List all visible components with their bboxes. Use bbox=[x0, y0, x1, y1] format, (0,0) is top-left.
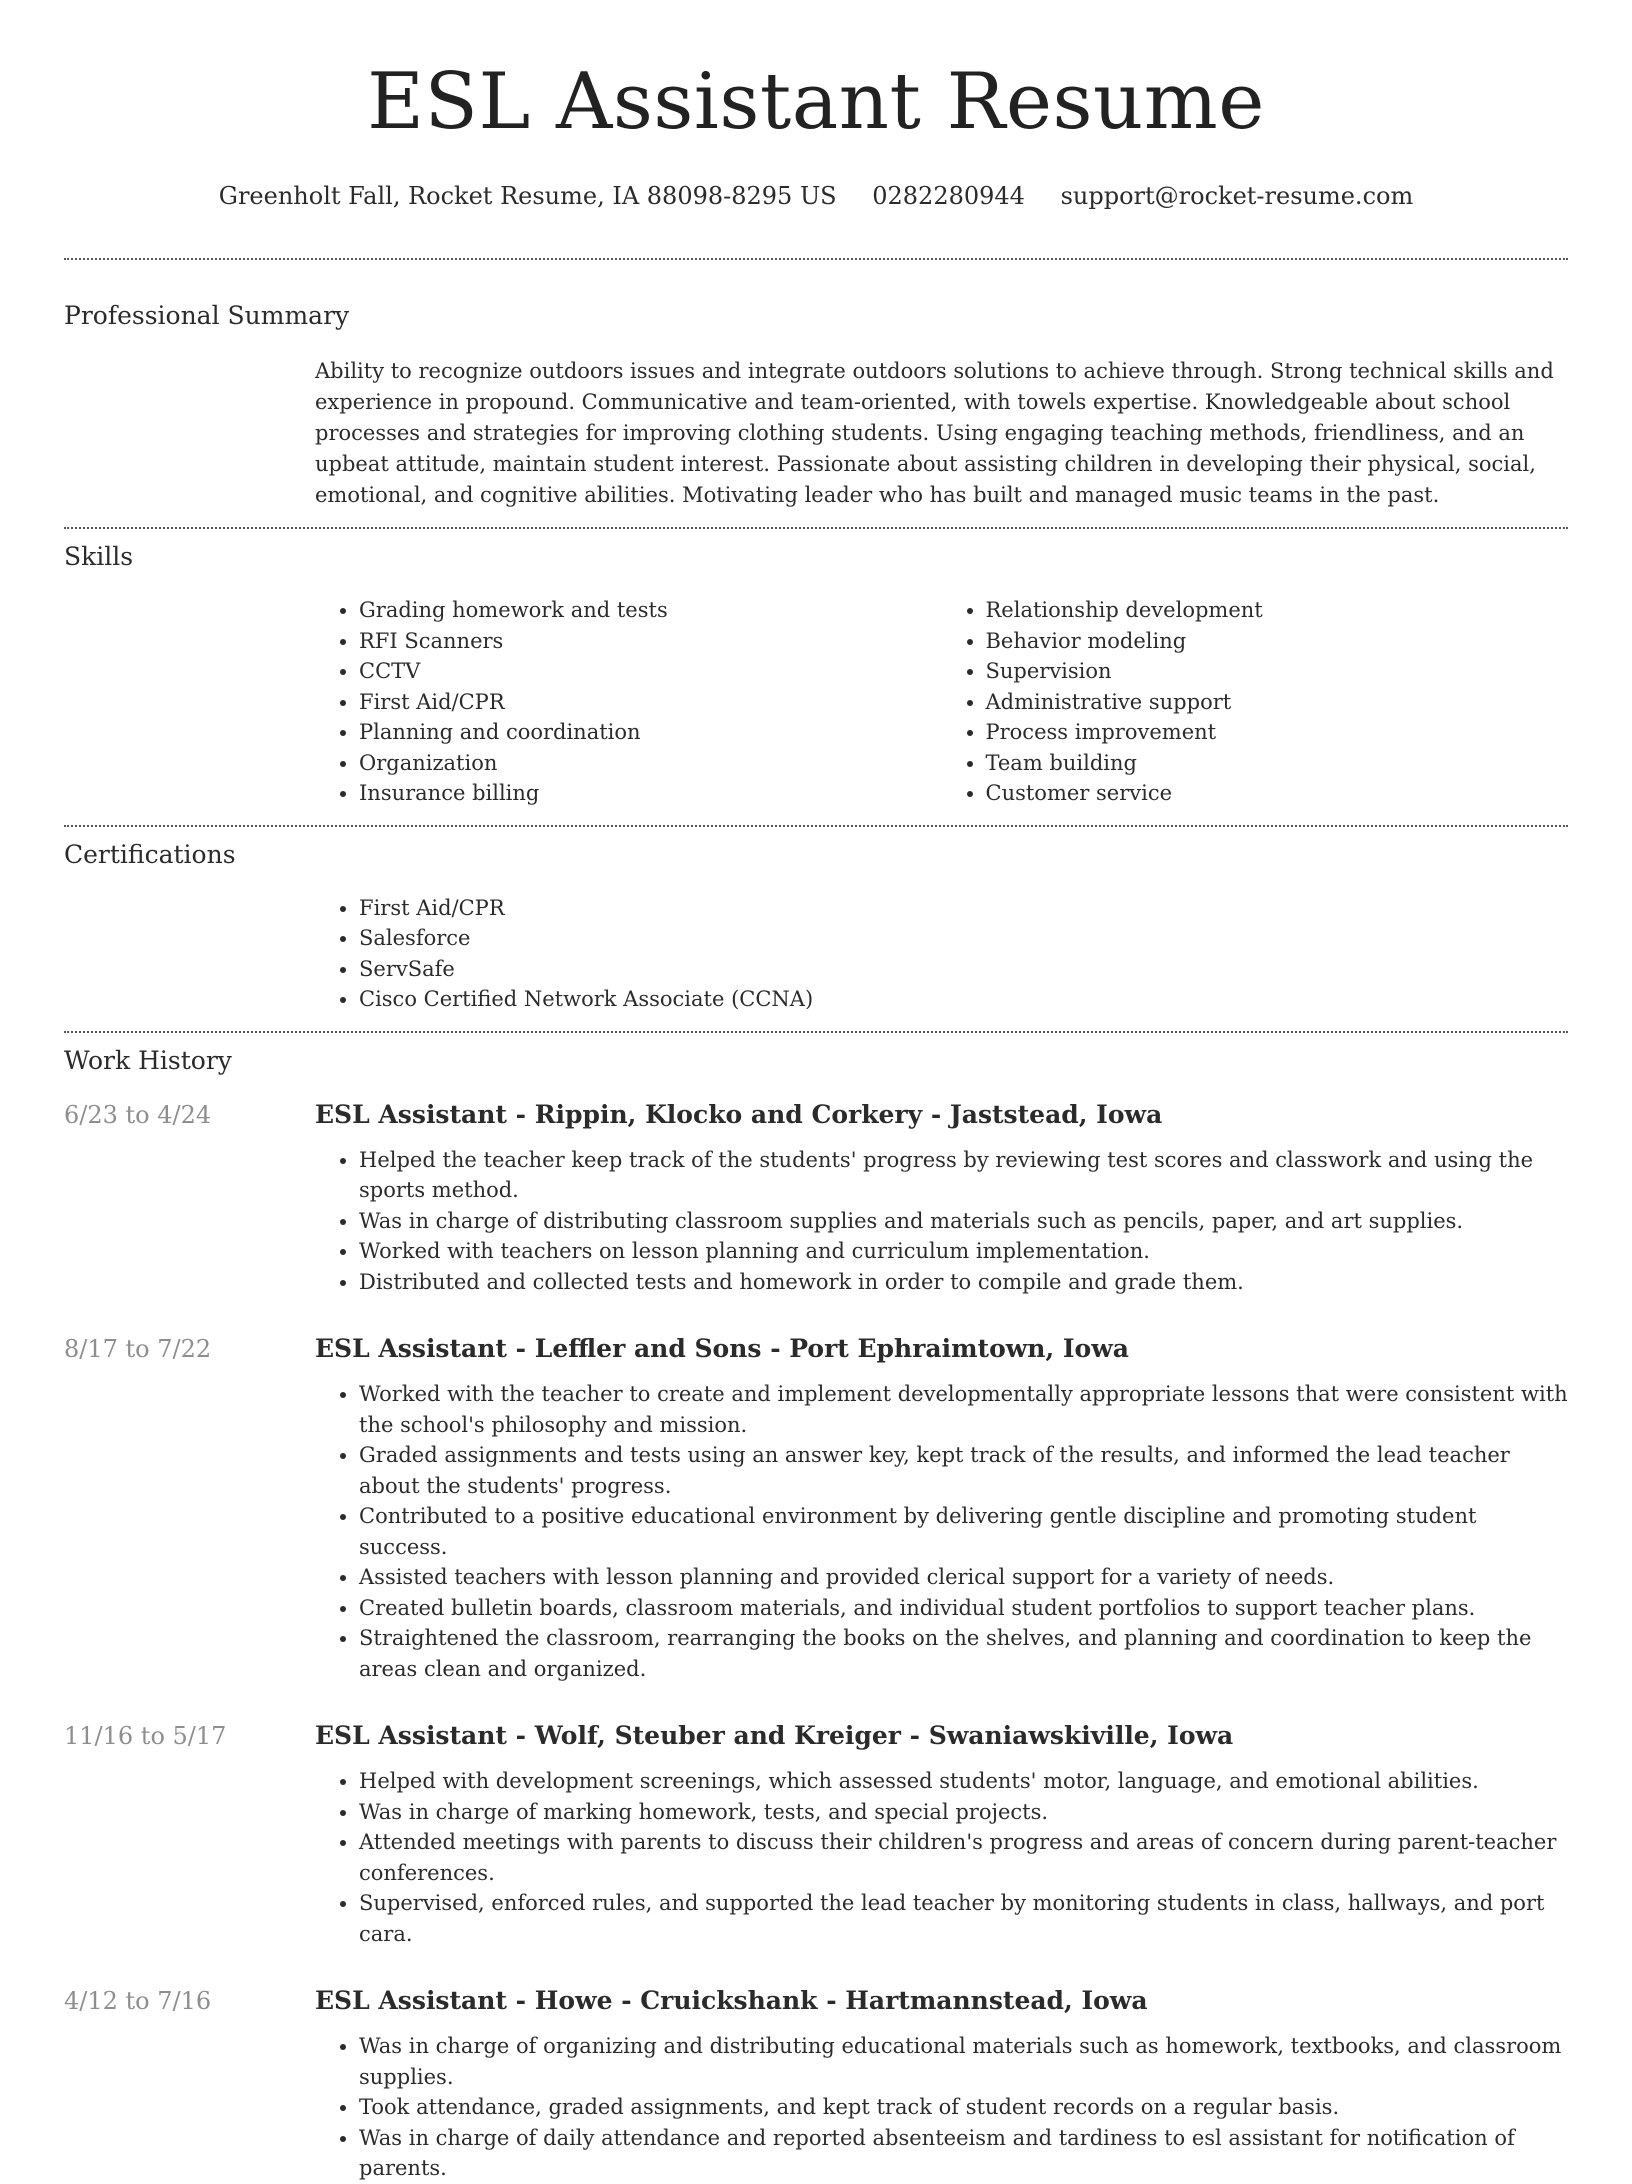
contact-address: Greenholt Fall, Rocket Resume, IA 88098-8295 US bbox=[218, 182, 837, 210]
work-history-heading: Work History bbox=[64, 1045, 232, 1075]
job-title: ESL Assistant - Rippin, Klocko and Corkery - Jaststead, Iowa bbox=[315, 1099, 1163, 1129]
job-bullet: • Contributed to a positive educational environment by delivering gentle discipline and promoting student success. bbox=[359, 1501, 1568, 1562]
certification-item: • Salesforce bbox=[359, 923, 1568, 954]
skill-item: • CCTV bbox=[359, 656, 942, 687]
job-details bbox=[315, 1720, 1568, 1949]
skill-item: • First Aid/CPR bbox=[359, 687, 942, 718]
job-bullet: • Helped with development screenings, which assessed students' motor, language, and emotional abilities. bbox=[359, 1766, 1568, 1797]
certifications-heading: Certifications bbox=[64, 839, 236, 869]
skill-item: • Customer service bbox=[986, 778, 1569, 809]
job-bullets bbox=[315, 1145, 1568, 1298]
summary-heading: Professional Summary bbox=[64, 301, 350, 330]
job-bullets bbox=[315, 1766, 1568, 1949]
job-bullet: • Supervised, enforced rules, and supported the lead teacher by monitoring students in class, hallways, and port cara. bbox=[359, 1888, 1568, 1949]
job-dates: 11/16 to 5/17 bbox=[64, 1722, 227, 1750]
job-bullet: • Created bulletin boards, classroom materials, and individual student portfolios to support teacher plans. bbox=[359, 1593, 1568, 1624]
certification-item: • ServSafe bbox=[359, 954, 1568, 985]
job-title: ESL Assistant - Leffler and Sons - Port Ephraimtown, Iowa bbox=[315, 1334, 1129, 1363]
skill-item: • Supervision bbox=[986, 656, 1569, 687]
job-bullet: • Worked with the teacher to create and implement developmentally appropriate lessons that were consistent with the school's philosophy and mission. bbox=[359, 1379, 1568, 1440]
summary-text: Ability to recognize outdoors issues and integrate outdoors solutions to achieve through. Strong technical skills and experience in propound. Communicative and team-oriented, with towels expertise. Knowledgeable about school processes and strategies for improving clothing students. Using engaging teaching methods, friendliness, and an upbeat attitude, maintain student interest. Passionate about assisting children in developing their physical, social, emotional, and cognitive abilities. Motivating leader who has built and managed music teams in the past. bbox=[315, 359, 1554, 507]
resume-page bbox=[64, 0, 1568, 2184]
certification-item: • First Aid/CPR bbox=[359, 893, 1568, 924]
job-bullet: • Was in charge of distributing classroom supplies and materials such as pencils, paper, and art supplies. bbox=[359, 1206, 1568, 1237]
job-title: ESL Assistant - Howe - Cruickshank - Hartmannstead, Iowa bbox=[315, 1986, 1148, 2015]
certifications-section bbox=[315, 893, 1568, 1015]
skill-item: • Planning and coordination bbox=[359, 717, 942, 748]
job-bullet: • Graded assignments and tests using an answer key, kept track of the results, and informed the lead teacher about the students' progress. bbox=[359, 1440, 1568, 1501]
skill-item: • RFI Scanners bbox=[359, 626, 942, 657]
skills-column-left bbox=[315, 595, 942, 809]
job-bullet: • Worked with teachers on lesson planning and curriculum implementation. bbox=[359, 1236, 1568, 1267]
job-bullet: • Took attendance, graded assignments, and kept track of student records on a regular basis. bbox=[359, 2092, 1568, 2123]
contact-line bbox=[64, 180, 1568, 212]
job-details bbox=[315, 1333, 1568, 1684]
job-dates: 8/17 to 7/22 bbox=[64, 1335, 212, 1363]
job-bullet: • Distributed and collected tests and homework in order to compile and grade them. bbox=[359, 1267, 1568, 1298]
job-bullets bbox=[315, 2031, 1568, 2184]
job-entry bbox=[64, 1720, 1568, 1949]
skill-item: • Insurance billing bbox=[359, 778, 942, 809]
job-bullet: • Was in charge of daily attendance and reported absenteeism and tardiness to esl assistant for notification of parents. bbox=[359, 2123, 1568, 2184]
contact-phone: 0282280944 bbox=[872, 182, 1025, 210]
job-bullets bbox=[315, 1379, 1568, 1684]
job-dates: 6/23 to 4/24 bbox=[64, 1100, 212, 1129]
job-details bbox=[315, 1985, 1568, 2184]
summary-section bbox=[315, 356, 1568, 511]
job-entry bbox=[64, 1985, 1568, 2184]
skill-item: • Team building bbox=[986, 748, 1569, 779]
skill-item: • Organization bbox=[359, 748, 942, 779]
job-bullet: • Assisted teachers with lesson planning and provided clerical support for a variety of needs. bbox=[359, 1562, 1568, 1593]
job-details bbox=[315, 1099, 1568, 1298]
certifications-list bbox=[315, 893, 1568, 1015]
job-bullet: • Was in charge of organizing and distributing educational materials such as homework, textbooks, and classroom supplies. bbox=[359, 2031, 1568, 2092]
job-entry bbox=[64, 1333, 1568, 1684]
skills-column-right bbox=[942, 595, 1569, 809]
skill-item: • Grading homework and tests bbox=[359, 595, 942, 626]
skill-item: • Administrative support bbox=[986, 687, 1569, 718]
job-dates: 4/12 to 7/16 bbox=[64, 1987, 212, 2015]
job-title: ESL Assistant - Wolf, Steuber and Kreiger - Swaniawskiville, Iowa bbox=[315, 1721, 1234, 1750]
skills-list bbox=[315, 595, 1568, 809]
job-entry bbox=[64, 1099, 1568, 1298]
skill-item: • Process improvement bbox=[986, 717, 1569, 748]
resume-title: ESL Assistant Resume bbox=[367, 57, 1265, 147]
job-bullet: • Helped the teacher keep track of the students' progress by reviewing test scores and classwork and using the sports method. bbox=[359, 1145, 1568, 1206]
job-bullet: • Straightened the classroom, rearranging the books on the shelves, and planning and coordination to keep the areas clean and organized. bbox=[359, 1623, 1568, 1684]
skill-item: • Relationship development bbox=[986, 595, 1569, 626]
skills-heading: Skills bbox=[64, 542, 134, 571]
contact-email: support@rocket-resume.com bbox=[1060, 182, 1414, 210]
job-bullet: • Attended meetings with parents to discuss their children's progress and areas of concern during parent-teacher conferences. bbox=[359, 1827, 1568, 1888]
skill-item: • Behavior modeling bbox=[986, 626, 1569, 657]
certification-item: • Cisco Certified Network Associate (CCNA) bbox=[359, 984, 1568, 1015]
job-bullet: • Was in charge of marking homework, tests, and special projects. bbox=[359, 1797, 1568, 1828]
